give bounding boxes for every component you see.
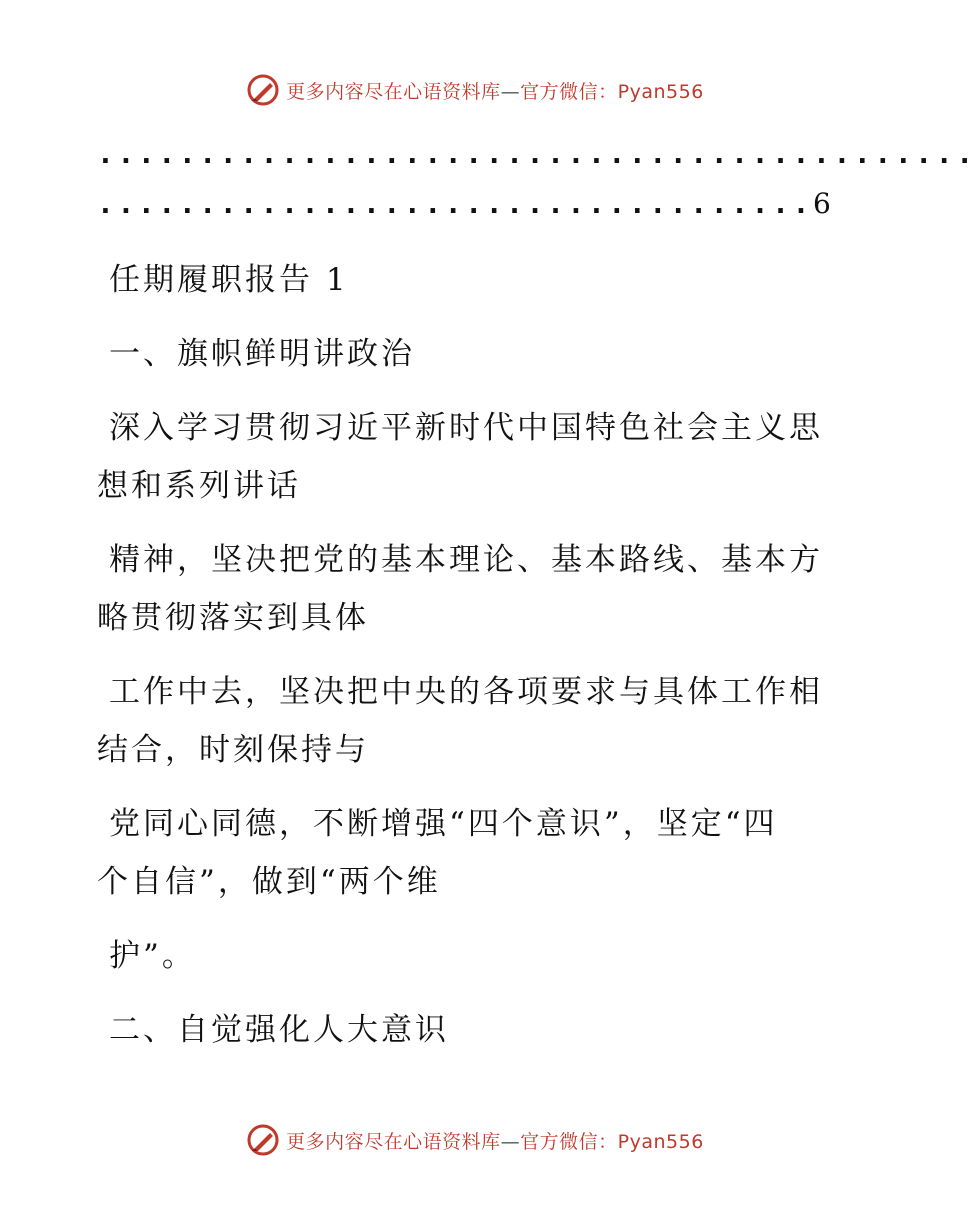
toc-leader-dots: ........................................... — [97, 137, 977, 170]
pen-logo-icon — [246, 1123, 280, 1157]
section-heading-2: 二、自觉强化人大意识 — [109, 1012, 449, 1048]
section-heading-1: 一、旗帜鲜明讲政治 — [109, 336, 415, 372]
paragraph-line: 深入学习贯彻习近平新时代中国特色社会主义思 — [109, 410, 823, 446]
pen-logo-icon — [246, 73, 280, 107]
paragraph-line: 略贯彻落实到具体 — [97, 600, 369, 636]
banner-text: 更多内容尽在心语资料库—官方微信：Pyan556 — [286, 1130, 704, 1153]
paragraph-line: 结合，时刻保持与 — [97, 732, 369, 768]
toc-page-number: 6 — [813, 187, 831, 220]
header-banner — [0, 70, 950, 110]
banner-text: 更多内容尽在心语资料库—官方微信：Pyan556 — [286, 80, 704, 103]
paragraph-line: 党同心同德，不断增强“四个意识”，坚定“四 — [109, 806, 778, 842]
paragraph-line: 个自信”，做到“两个维 — [97, 864, 441, 900]
paragraph-line: 精神，坚决把党的基本理论、基本路线、基本方 — [109, 542, 823, 578]
footer-banner — [0, 1120, 950, 1160]
paragraph-line: 工作中去，坚决把中央的各项要求与具体工作相 — [109, 674, 823, 710]
toc-leader-dots-with-page: ...................................6 — [97, 187, 831, 220]
report-title: 任期履职报告 1 — [109, 262, 349, 298]
paragraph-line: 想和系列讲话 — [97, 468, 301, 504]
paragraph-line: 护”。 — [109, 938, 196, 974]
